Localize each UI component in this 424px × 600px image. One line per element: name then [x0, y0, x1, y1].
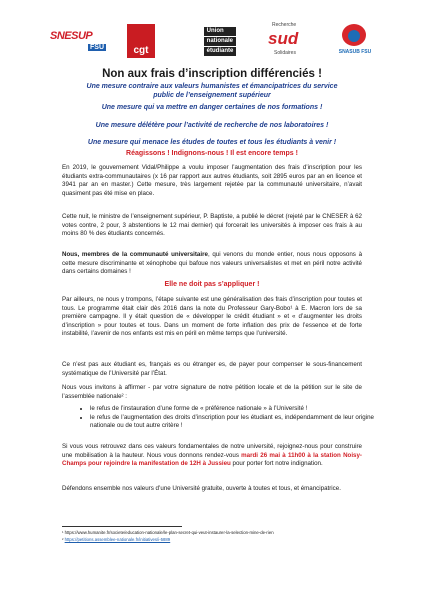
subtitle-values	[0, 82, 424, 100]
petition-link[interactable]: https://petitions.assemblee-nationale.fr/initiatives/i-5889	[64, 537, 171, 542]
demands-list	[78, 405, 374, 431]
subtitle-values-line2: public de l’enseignement supérieur	[153, 92, 271, 99]
paragraph-2019: En 2019, le gouvernement Vidal/Philippe a voulu imposer l’augmentation des frais d’inscription pour les étudiants extra-communautaires (x 16 par rapport aux autres étudiants, soit 2895 euros par an en licence et 3941 par an en master.) Cette mesure, très largement rejetée par la communauté universitaire, n’avait quasiment pas été mise en place.	[62, 164, 362, 197]
subtitle-research: Une mesure délétère pour l’activité de recherche de nos laboratoires !	[95, 122, 329, 129]
snasub-logo	[332, 22, 378, 60]
must-not-apply-heading: Elle ne doit pas s’appliquer !	[164, 281, 260, 288]
footnote-2	[62, 537, 382, 543]
sud-logo-bottom: Solidaires	[274, 50, 296, 56]
mobilisation-text-a: Si vous vous retrouvez dans ces valeurs fondamentales de notre université, rejoignez-nous pour construire une mobilisation à la hauteur. Nous vous donnons rendez-vous	[62, 443, 362, 459]
paragraph-community	[62, 251, 362, 277]
snesup-logo-text: SNESUP	[50, 30, 93, 42]
snasub-logo-text: SNASUB FSU	[338, 49, 372, 55]
mobilisation-rendezvous: mardi 26 mai à 11h00 à la station Noisy-Champs pour rejoindre la manifestation de 12H à Jussieu	[62, 451, 362, 468]
snesup-logo	[48, 22, 114, 60]
snesup-logo-tag: FSU	[90, 44, 104, 51]
paragraph-community-rest: , qui venons du monde entier, nous nous opposons à cette mesure discriminante et xénophobe qui bafoue nos valeurs universalistes et met en péril notre activité dans certains domaines !	[62, 251, 363, 276]
page-title: Non aux frais d’inscription différenciés !	[102, 68, 322, 80]
subtitle-formations: Une mesure qui va mettre en danger certaines de nos formations !	[101, 104, 323, 111]
subtitle-values-line1: Une mesure contraire aux valeurs humanistes et émancipatrices du service	[86, 83, 338, 90]
sud-logo-top: Recherche	[272, 22, 297, 28]
demand-item-fees: • le refus de l’augmentation des droits d’inscription pour les étudiant es, indépendamment de leur origine nationale ou de tout autre critère !	[90, 414, 374, 431]
snasub-logo-ring-inner	[348, 30, 360, 42]
cgt-logo-text: cgt	[127, 24, 155, 58]
rally-call: Réagissons ! Indignons-nous ! Il est encore temps !	[126, 150, 298, 157]
sud-logo-text: sud	[268, 29, 299, 48]
subtitle-students: Une mesure qui menace les études de toutes et tous les étudiants à venir !	[87, 139, 337, 146]
paragraph-generalisation: Par ailleurs, ne nous y trompons, l’étape suivante est une généralisation des frais d’inscription pour toutes et tous. Le programme était clair dès 2016 dans la note du Professeur Gary-Bobo¹ à E. Macron lors de sa première campagne. Il y était question de « développer le crédit étudiant » et « d’augmenter les droits d’inscription » pour toutes et tous. Dans un moment de forte inflation des prix de l’essence et de forte instabilité, l’avenir de nos enfants est mis en péril en même temps que l’université.	[62, 296, 362, 338]
cgt-logo	[126, 22, 156, 60]
unef-logo-line2: nationale	[204, 37, 237, 46]
footnote-divider	[62, 526, 182, 527]
paragraph-mobilisation	[62, 443, 362, 469]
unef-logo-line3: étudiante	[204, 47, 237, 56]
unef-logo-line1: Union	[204, 27, 237, 36]
mobilisation-text-b: pour porter fort notre indignation.	[230, 460, 323, 468]
paragraph-funding: Ce n’est pas aux étudiant es, français es ou étranger es, de payer pour compenser le sous-financement systématique de l’Université par l’État.	[62, 361, 362, 377]
demand-item-national-preference: • le refus de l’instauration d’une forme de « préférence nationale » à l’Université !	[90, 405, 374, 414]
paragraph-petition: Nous vous invitons à affirmer - par votre signature de notre pétition locale et de la pétition sur le site de l’assemblée nationale² :	[62, 384, 362, 400]
footnote-1: ¹ https://www.humanite.fr/societe/education-nationale/le-plan-secret-qui-veut-instaurer-la-selection-mine-de-rien	[62, 530, 274, 535]
footnote-2-number: ²	[62, 537, 65, 542]
paragraph-community-bold: Nous, membres de la communauté universitaire	[62, 251, 208, 258]
paragraph-closing: Défendons ensemble nos valeurs d’une Université gratuite, ouverte à toutes et tous, et émancipatrice.	[62, 485, 341, 492]
unef-logo	[190, 22, 250, 60]
logo-row	[48, 22, 378, 60]
sud-recherche-logo	[264, 22, 314, 60]
paragraph-decree: Cette nuit, le ministre de l’enseignement supérieur, P. Baptiste, a publié le décret (rejeté par le CNESER à 62 votes contre, 2 pour, 3 abstentions le 12 mai dernier) qui forcerait les universités à imposer ces frais à au moins 80 % des étudiants concernés.	[62, 213, 362, 238]
